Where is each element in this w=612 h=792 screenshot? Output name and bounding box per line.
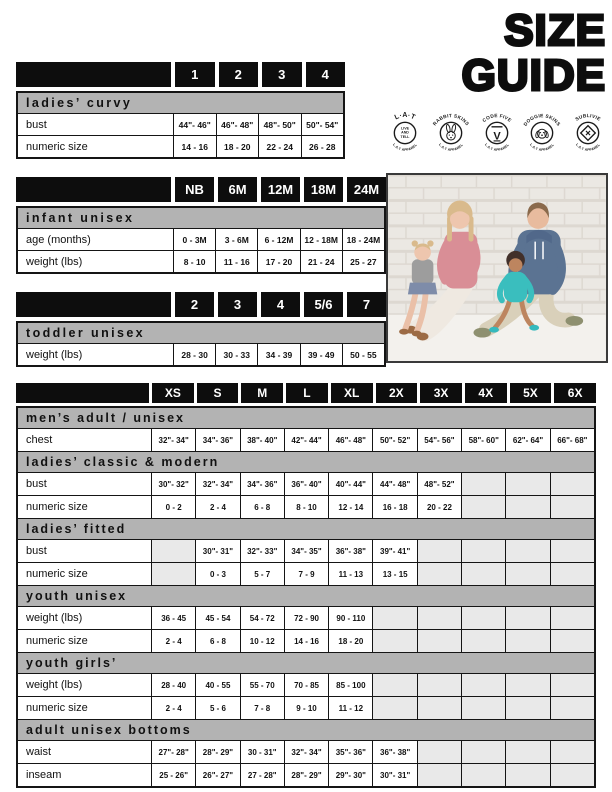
row-label: chest <box>18 428 151 451</box>
row-label: weight (lbs) <box>18 673 151 696</box>
table-row <box>18 472 594 495</box>
size-cell: 11 - 16 <box>215 250 257 272</box>
column-header-s: S <box>197 383 239 403</box>
svg-text:L.A.T APPAREL: L.A.T APPAREL <box>529 142 556 152</box>
size-cell: 48"- 50" <box>258 113 301 135</box>
column-header-2x: 2X <box>376 383 418 403</box>
size-cell: 85 - 100 <box>328 673 372 696</box>
size-cell: 12 - 18M <box>300 228 342 250</box>
table-body <box>16 91 345 159</box>
size-cell: 0 - 2 <box>151 495 195 518</box>
empty-cell <box>550 763 594 786</box>
empty-cell <box>505 495 549 518</box>
size-cell: 16 - 18 <box>372 495 416 518</box>
table-row <box>18 696 594 719</box>
size-cell: 32"- 34" <box>151 428 195 451</box>
brand-badge-code-five <box>475 106 519 160</box>
row-label: weight (lbs) <box>18 343 173 365</box>
size-cell: 27"- 28" <box>151 740 195 763</box>
row-label: bust <box>18 113 173 135</box>
size-cell: 66"- 68" <box>550 428 594 451</box>
size-cell: 21 - 24 <box>300 250 342 272</box>
size-cell: 13 - 15 <box>372 562 416 585</box>
header-spacer <box>16 62 171 87</box>
table-row <box>18 539 594 562</box>
column-header-4: 4 <box>306 62 346 87</box>
empty-cell <box>550 606 594 629</box>
size-cell: 90 - 110 <box>328 606 372 629</box>
size-cell: 35"- 36" <box>328 740 372 763</box>
empty-cell <box>417 696 461 719</box>
size-cell: 28"- 29" <box>195 740 239 763</box>
row-label: inseam <box>18 763 151 786</box>
size-cell: 2 - 4 <box>195 495 239 518</box>
column-header-24m: 24M <box>347 177 386 202</box>
empty-cell <box>151 562 195 585</box>
table-infant-unisex <box>16 177 386 274</box>
svg-text:RABBIT SKINS: RABBIT SKINS <box>432 114 469 128</box>
size-cell: 36 - 45 <box>151 606 195 629</box>
empty-cell <box>151 539 195 562</box>
column-header-l: L <box>286 383 328 403</box>
size-cell: 30 - 31" <box>240 740 284 763</box>
size-cell: 72 - 90 <box>284 606 328 629</box>
size-cell: 27 - 28" <box>240 763 284 786</box>
size-cell: 22 - 24 <box>258 135 301 157</box>
size-cell: 30"- 32" <box>151 472 195 495</box>
column-header-3x: 3X <box>420 383 462 403</box>
empty-cell <box>417 740 461 763</box>
empty-cell <box>417 763 461 786</box>
empty-cell <box>461 562 505 585</box>
size-cell: 11 - 12 <box>328 696 372 719</box>
size-cell: 34"- 36" <box>195 428 239 451</box>
size-cell: 28"- 29" <box>284 763 328 786</box>
size-cell: 26 - 28 <box>301 135 344 157</box>
table-row <box>18 495 594 518</box>
brand-badge-sublivie <box>566 106 610 160</box>
empty-cell <box>461 740 505 763</box>
size-cell: 7 - 8 <box>240 696 284 719</box>
size-cell: 5 - 7 <box>240 562 284 585</box>
size-cell: 28 - 40 <box>151 673 195 696</box>
size-cell: 34"- 36" <box>240 472 284 495</box>
svg-text:L.A.T APPAREL: L.A.T APPAREL <box>574 142 602 152</box>
size-cell: 32"- 33" <box>240 539 284 562</box>
size-cell: 30 - 33 <box>215 343 257 365</box>
table-toddler-unisex <box>16 292 386 367</box>
page-title-line1: SIZE <box>504 6 606 55</box>
dog-icon <box>520 106 564 160</box>
size-cell: 6 - 8 <box>240 495 284 518</box>
size-cell: 6 - 12M <box>257 228 299 250</box>
size-cell: 46"- 48" <box>216 113 259 135</box>
svg-text:V: V <box>492 130 501 143</box>
size-cell: 6 - 8 <box>195 629 239 652</box>
size-cell: 45 - 54 <box>195 606 239 629</box>
size-cell: 25 - 26" <box>151 763 195 786</box>
size-cell: 7 - 9 <box>284 562 328 585</box>
svg-text:SUBLIVIE: SUBLIVIE <box>574 114 602 123</box>
row-label: bust <box>18 472 151 495</box>
column-header-2: 2 <box>219 62 259 87</box>
empty-cell <box>417 606 461 629</box>
empty-cell <box>461 673 505 696</box>
empty-cell <box>372 673 416 696</box>
column-header-xl: XL <box>331 383 373 403</box>
column-header-4x: 4X <box>465 383 507 403</box>
empty-cell <box>505 606 549 629</box>
section-title: toddler unisex <box>18 323 384 343</box>
empty-cell <box>461 696 505 719</box>
rabbit-icon <box>429 106 473 160</box>
table-row <box>18 135 343 157</box>
table-header-row <box>16 177 386 202</box>
section-title: youth girls’ <box>18 652 594 673</box>
section-title: ladies’ fitted <box>18 518 594 539</box>
empty-cell <box>505 629 549 652</box>
brand-badge-rabbit-skins <box>429 106 473 160</box>
size-cell: 36"- 38" <box>328 539 372 562</box>
empty-cell <box>550 629 594 652</box>
column-header-5-6: 5/6 <box>304 292 343 317</box>
size-cell: 44"- 46" <box>173 113 216 135</box>
size-cell: 25 - 27 <box>342 250 384 272</box>
size-cell: 36"- 38" <box>372 740 416 763</box>
size-cell: 2 - 4 <box>151 696 195 719</box>
size-cell: 18 - 20 <box>216 135 259 157</box>
empty-cell <box>372 696 416 719</box>
family-photo <box>386 173 608 363</box>
family-photo-illustration <box>388 175 606 361</box>
size-cell: 14 - 16 <box>173 135 216 157</box>
row-label: weight (lbs) <box>18 250 173 272</box>
column-header-2: 2 <box>175 292 214 317</box>
size-cell: 39"- 41" <box>372 539 416 562</box>
table-body <box>16 406 596 788</box>
size-cell: 50"- 52" <box>372 428 416 451</box>
empty-cell <box>505 539 549 562</box>
empty-cell <box>505 673 549 696</box>
size-cell: 9 - 10 <box>284 696 328 719</box>
size-cell: 48"- 52" <box>417 472 461 495</box>
size-cell: 30"- 31" <box>372 763 416 786</box>
size-cell: 54 - 72 <box>240 606 284 629</box>
empty-cell <box>461 472 505 495</box>
table-row <box>18 228 384 250</box>
size-cell: 30"- 31" <box>195 539 239 562</box>
column-header-4: 4 <box>261 292 300 317</box>
column-header-xs: XS <box>152 383 194 403</box>
header-spacer <box>16 292 171 317</box>
row-label: numeric size <box>18 562 151 585</box>
svg-text:L.A.T APPAREL: L.A.T APPAREL <box>391 142 419 152</box>
size-cell: 54"- 56" <box>417 428 461 451</box>
brand-badges <box>383 106 610 160</box>
empty-cell <box>461 606 505 629</box>
size-cell: 32"- 34" <box>195 472 239 495</box>
svg-text:L.A.T APPAREL: L.A.T APPAREL <box>483 142 510 152</box>
size-cell: 10 - 12 <box>240 629 284 652</box>
row-label: numeric size <box>18 135 173 157</box>
size-cell: 5 - 6 <box>195 696 239 719</box>
size-cell: 20 - 22 <box>417 495 461 518</box>
lat-text-icon <box>383 106 427 160</box>
size-cell: 8 - 10 <box>284 495 328 518</box>
row-label: weight (lbs) <box>18 606 151 629</box>
column-header-nb: NB <box>175 177 214 202</box>
size-cell: 18 - 20 <box>328 629 372 652</box>
size-cell: 62"- 64" <box>505 428 549 451</box>
row-label: bust <box>18 539 151 562</box>
table-adult-sizes <box>16 383 596 788</box>
size-cell: 18 - 24M <box>342 228 384 250</box>
empty-cell <box>372 606 416 629</box>
empty-cell <box>550 740 594 763</box>
size-cell: 42"- 44" <box>284 428 328 451</box>
empty-cell <box>417 539 461 562</box>
size-cell: 50"- 54" <box>301 113 344 135</box>
size-cell: 50 - 55 <box>342 343 384 365</box>
size-cell: 2 - 4 <box>151 629 195 652</box>
empty-cell <box>550 539 594 562</box>
empty-cell <box>550 696 594 719</box>
empty-cell <box>461 539 505 562</box>
row-label: waist <box>18 740 151 763</box>
empty-cell <box>417 562 461 585</box>
row-label: numeric size <box>18 696 151 719</box>
brand-badge-lat <box>383 106 427 160</box>
table-row <box>18 629 594 652</box>
table-row <box>18 428 594 451</box>
size-cell: 26"- 27" <box>195 763 239 786</box>
table-header-row <box>16 292 386 317</box>
size-cell: 17 - 20 <box>257 250 299 272</box>
section-title: infant unisex <box>18 208 384 228</box>
empty-cell <box>505 740 549 763</box>
v-icon <box>475 106 519 160</box>
row-label: numeric size <box>18 629 151 652</box>
size-cell: 12 - 14 <box>328 495 372 518</box>
svg-text:LIVE: LIVE <box>401 126 409 131</box>
diamond-icon <box>566 106 610 160</box>
empty-cell <box>505 763 549 786</box>
empty-cell <box>505 562 549 585</box>
page-title-line2: GUIDE <box>461 51 606 100</box>
empty-cell <box>461 763 505 786</box>
empty-cell <box>461 629 505 652</box>
size-cell: 39 - 49 <box>300 343 342 365</box>
column-header-12m: 12M <box>261 177 300 202</box>
column-header-7: 7 <box>347 292 386 317</box>
column-header-3: 3 <box>218 292 257 317</box>
size-cell: 3 - 6M <box>215 228 257 250</box>
section-title: ladies’ classic & modern <box>18 451 594 472</box>
size-cell: 44"- 48" <box>372 472 416 495</box>
empty-cell <box>550 562 594 585</box>
table-row <box>18 250 384 272</box>
empty-cell <box>550 472 594 495</box>
section-title: men’s adult / unisex <box>18 408 594 428</box>
size-cell: 11 - 13 <box>328 562 372 585</box>
size-cell: 34"- 35" <box>284 539 328 562</box>
size-cell: 28 - 30 <box>173 343 215 365</box>
svg-text:TELL: TELL <box>400 134 410 139</box>
size-cell: 34 - 39 <box>257 343 299 365</box>
empty-cell <box>417 673 461 696</box>
table-body <box>16 321 386 367</box>
brand-badge-doggie-skins <box>520 106 564 160</box>
table-row <box>18 673 594 696</box>
table-header-row <box>16 62 345 87</box>
column-header-6x: 6X <box>554 383 596 403</box>
svg-text:DOGGIE SKINS: DOGGIE SKINS <box>523 114 561 128</box>
empty-cell <box>505 472 549 495</box>
table-row <box>18 343 384 365</box>
svg-text:CODE FIVE: CODE FIVE <box>481 114 512 124</box>
column-header-1: 1 <box>175 62 215 87</box>
page-title <box>462 8 606 98</box>
empty-cell <box>461 495 505 518</box>
table-row <box>18 113 343 135</box>
empty-cell <box>550 495 594 518</box>
table-header-row <box>16 383 596 403</box>
empty-cell <box>372 629 416 652</box>
row-label: age (months) <box>18 228 173 250</box>
size-cell: 32"- 34" <box>284 740 328 763</box>
column-header-6m: 6M <box>218 177 257 202</box>
size-cell: 70 - 85 <box>284 673 328 696</box>
column-header-m: M <box>241 383 283 403</box>
svg-text:L.A.T APPAREL: L.A.T APPAREL <box>437 142 464 152</box>
empty-cell <box>417 629 461 652</box>
size-cell: 0 - 3 <box>195 562 239 585</box>
header-spacer <box>16 177 171 202</box>
table-body <box>16 206 386 274</box>
section-title: adult unisex bottoms <box>18 719 594 740</box>
size-cell: 14 - 16 <box>284 629 328 652</box>
table-row <box>18 606 594 629</box>
section-title: ladies’ curvy <box>18 93 343 113</box>
size-cell: 36"- 40" <box>284 472 328 495</box>
svg-text:AND: AND <box>401 130 409 135</box>
size-cell: 58"- 60" <box>461 428 505 451</box>
svg-text:L·A·T: L·A·T <box>393 112 417 122</box>
size-cell: 40"- 44" <box>328 472 372 495</box>
size-cell: 46"- 48" <box>328 428 372 451</box>
table-row <box>18 763 594 786</box>
row-label: numeric size <box>18 495 151 518</box>
section-title: youth unisex <box>18 585 594 606</box>
table-row <box>18 740 594 763</box>
table-row <box>18 562 594 585</box>
empty-cell <box>505 696 549 719</box>
empty-cell <box>550 673 594 696</box>
header-spacer <box>16 383 149 403</box>
column-header-3: 3 <box>262 62 302 87</box>
column-header-18m: 18M <box>304 177 343 202</box>
column-header-5x: 5X <box>510 383 552 403</box>
size-cell: 55 - 70 <box>240 673 284 696</box>
size-cell: 0 - 3M <box>173 228 215 250</box>
size-cell: 8 - 10 <box>173 250 215 272</box>
size-cell: 40 - 55 <box>195 673 239 696</box>
size-cell: 29"- 30" <box>328 763 372 786</box>
table-ladies-curvy <box>16 62 345 159</box>
size-cell: 38"- 40" <box>240 428 284 451</box>
